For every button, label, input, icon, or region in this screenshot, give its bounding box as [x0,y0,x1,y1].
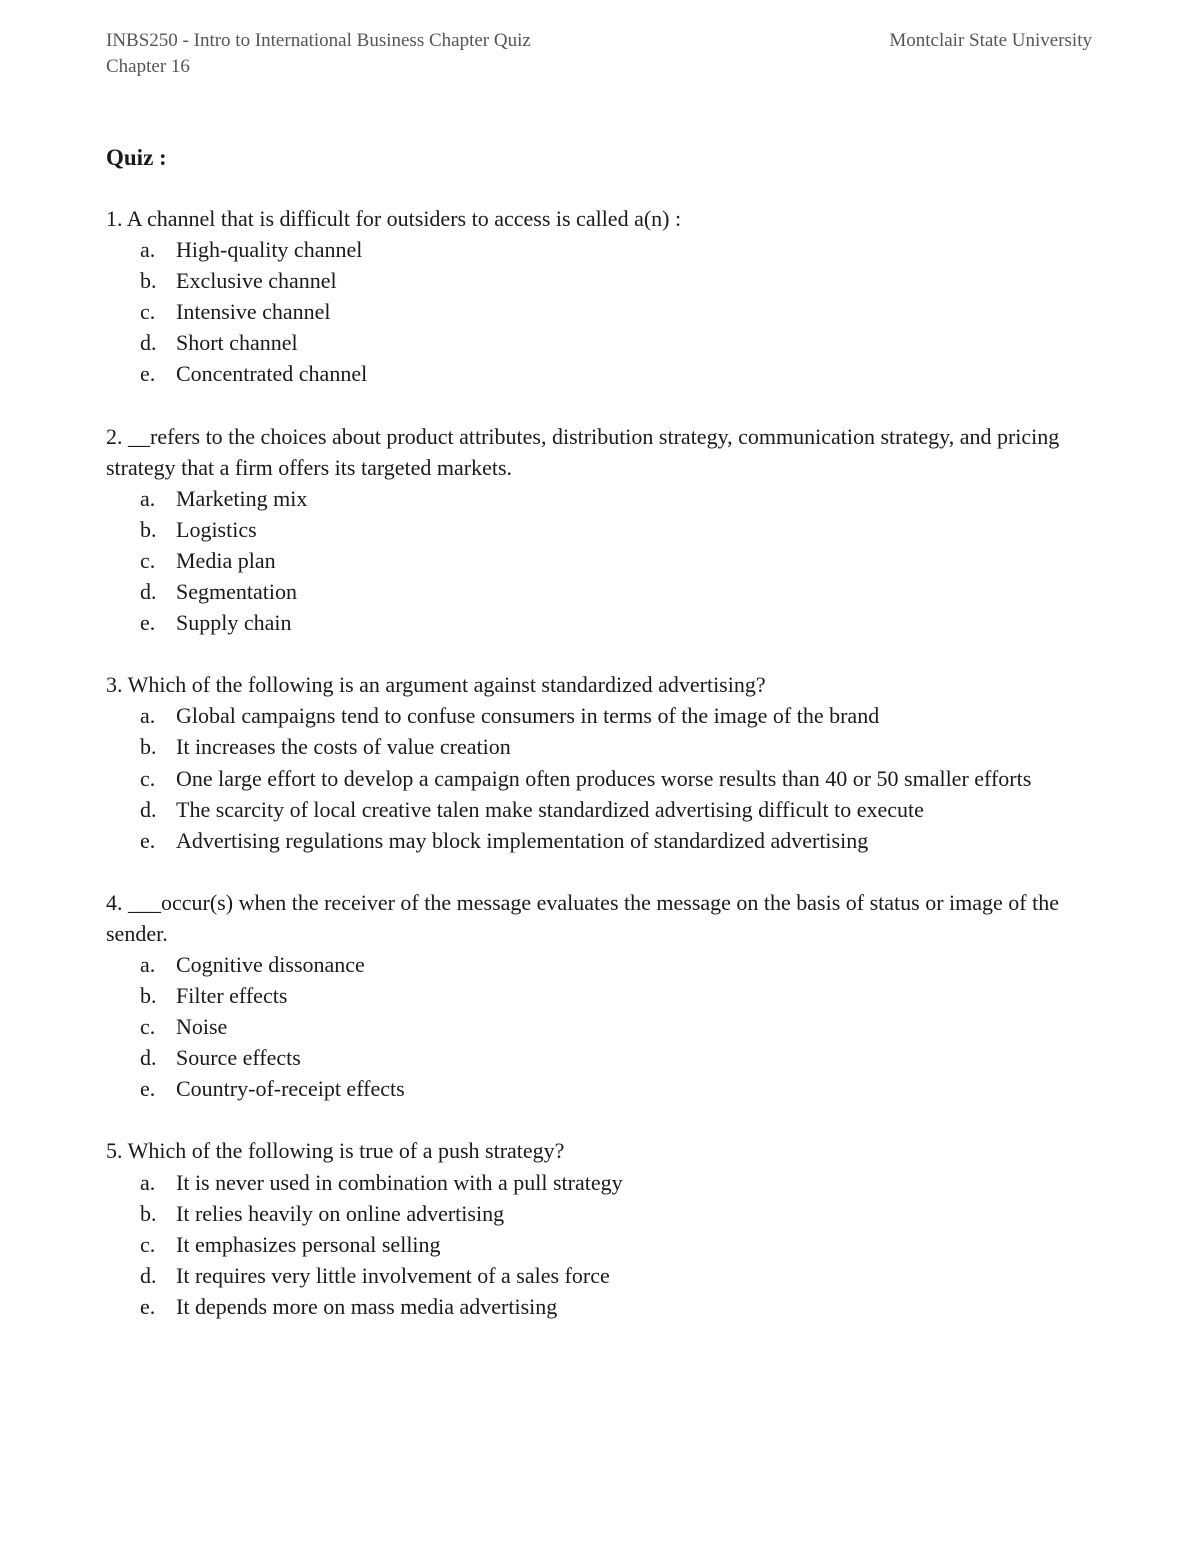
option-letter: e. [140,1076,156,1102]
option-letter: c. [140,765,156,791]
question-list [106,203,1092,1353]
option-letter: e. [140,361,156,387]
option-text: It relies heavily on online advertising [176,1200,505,1226]
option-text: Cognitive dissonance [176,951,365,977]
option-letter: c. [140,1231,156,1257]
question-text: 4. ___occur(s) when the receiver of the message evaluates the message on the basis of status or image of the sender. [106,889,1060,946]
option-item [106,234,1092,265]
option-item [106,1011,1092,1042]
option-letter: b. [140,516,157,542]
option-text: Segmentation [176,579,297,605]
option-text: Short channel [176,330,298,356]
option-item [106,1042,1092,1073]
header-row [106,28,1092,54]
option-letter: d. [140,330,157,356]
option-letter: d. [140,796,157,822]
option-item [106,1291,1092,1322]
option-letter: b. [140,268,157,294]
option-item [106,358,1092,389]
course-title: INBS250 - Intro to International Business Chapter Quiz [106,30,531,51]
option-item [106,825,1092,856]
option-text: It is never used in combination with a pull strategy [176,1169,623,1195]
option-text: Exclusive channel [176,268,337,294]
option-item [106,514,1092,545]
page-header [106,28,1092,80]
option-letter: e. [140,1293,156,1319]
option-letter: d. [140,1045,157,1071]
option-letter: a. [140,237,156,263]
option-letter: b. [140,983,157,1009]
question-3 [106,669,1092,856]
option-letter: e. [140,610,156,636]
option-letter: b. [140,734,157,760]
question-text: 5. Which of the following is true of a push strategy? [106,1138,565,1164]
option-text: Marketing mix [176,485,308,511]
option-item [106,794,1092,825]
chapter-label: Chapter 16 [106,56,190,77]
option-item [106,949,1092,980]
option-text: High-quality channel [176,237,363,263]
option-text: The scarcity of local creative talen make standardized advertising difficult to execute [176,796,924,822]
option-text: Global campaigns tend to confuse consumers in terms of the image of the brand [176,703,880,729]
option-item [106,576,1092,607]
option-item [106,483,1092,514]
option-item [106,1167,1092,1198]
option-item [106,731,1092,762]
option-item [106,980,1092,1011]
option-item [106,1229,1092,1260]
option-letter: a. [140,485,156,511]
option-item [106,265,1092,296]
option-text: Media plan [176,547,276,573]
option-letter: a. [140,951,156,977]
option-letter: c. [140,299,156,325]
question-1 [106,203,1092,390]
option-text: Supply chain [176,610,292,636]
option-item [106,607,1092,638]
question-5 [106,1135,1092,1322]
option-text: Country-of-receipt effects [176,1076,405,1102]
option-letter: d. [140,1262,157,1288]
quiz-title: Quiz : [106,145,167,170]
option-text: Noise [176,1014,228,1040]
option-text: It requires very little involvement of a sales force [176,1262,610,1288]
option-letter: a. [140,1169,156,1195]
option-item [106,700,1092,731]
option-item [106,296,1092,327]
university-name: Montclair State University [889,30,1092,51]
option-text: It increases the costs of value creation [176,734,511,760]
option-letter: c. [140,547,156,573]
option-text: Source effects [176,1045,301,1071]
option-list [106,949,1092,1104]
question-text: 2. __refers to the choices about product attributes, distribution strategy, communication strategy, and pricing strategy that a firm offers its targeted markets. [106,423,1060,480]
question-text: 3. Which of the following is an argument against standardized advertising? [106,672,766,698]
option-item [106,1260,1092,1291]
option-letter: a. [140,703,156,729]
option-item [106,763,1092,794]
option-letter: d. [140,579,157,605]
option-list [106,1167,1092,1322]
option-text: Advertising regulations may block implementation of standardized advertising [176,827,869,853]
option-item [106,1198,1092,1229]
question-2 [106,421,1092,639]
option-text: Intensive channel [176,299,331,325]
option-letter: b. [140,1200,157,1226]
option-text: It emphasizes personal selling [176,1231,441,1257]
option-item [106,327,1092,358]
option-text: Filter effects [176,983,288,1009]
question-text: 1. A channel that is difficult for outsiders to access is called a(n) : [106,206,682,231]
option-list [106,234,1092,389]
option-list [106,700,1092,855]
option-list [106,483,1092,638]
option-letter: c. [140,1014,156,1040]
option-text: Logistics [176,516,257,542]
option-item [106,545,1092,576]
option-text: Concentrated channel [176,361,368,387]
option-item [106,1073,1092,1104]
option-letter: e. [140,827,156,853]
question-4 [106,887,1092,1105]
option-text: It depends more on mass media advertising [176,1293,558,1319]
option-text: One large effort to develop a campaign often produces worse results than 40 or 50 smaller efforts [176,765,1032,791]
